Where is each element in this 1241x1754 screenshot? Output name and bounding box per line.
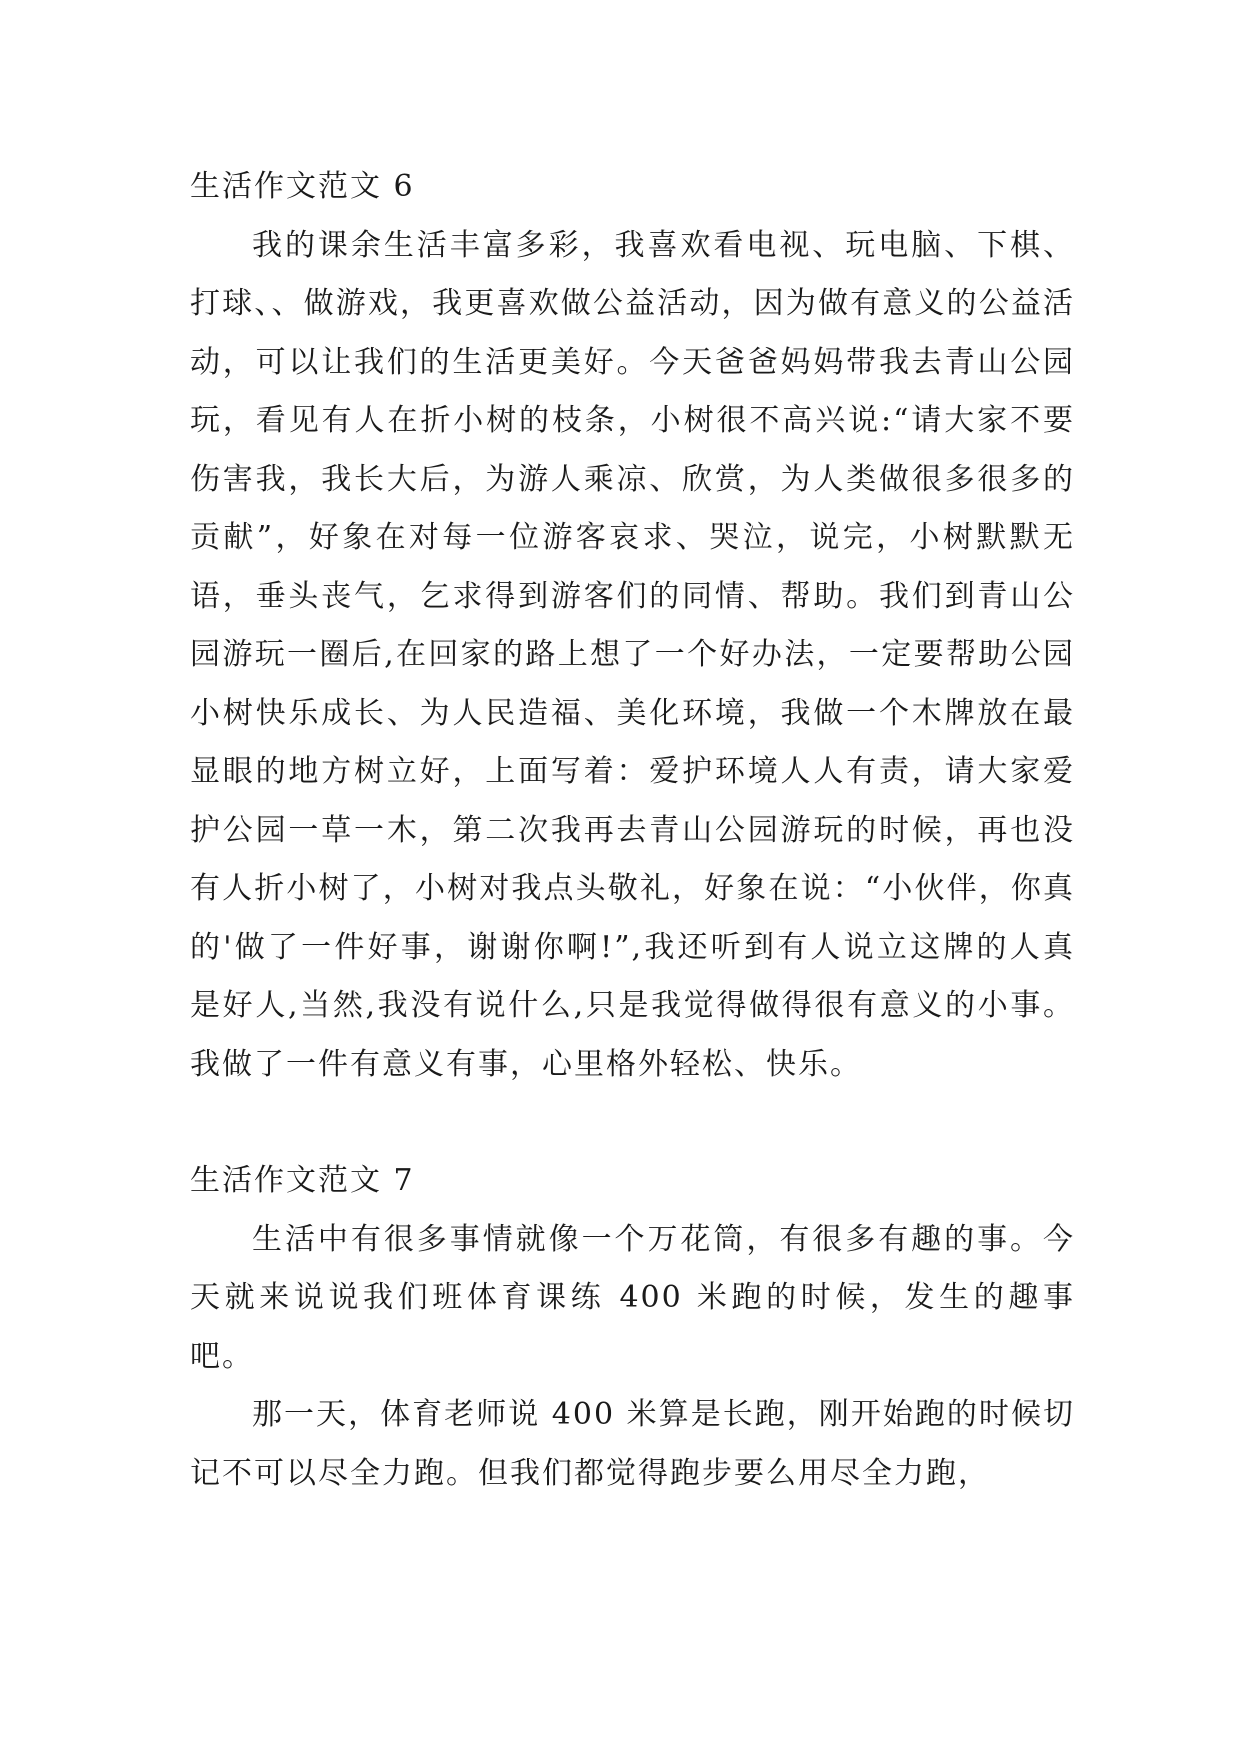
document-body xyxy=(190,158,1075,1503)
text-line: 一定要帮助公园小树快乐成长、为人民造福、美化环境，我 xyxy=(190,637,1075,731)
text-line: 好象在说：“小伙伴，你真的'做了一件好事，谢谢你啊!”, xyxy=(190,871,1075,965)
text-line: 心里格外轻松、快乐。 xyxy=(542,1046,862,1082)
text-line: 我们到青山公园游玩一圈后,在回家的路上想了一个好办法， xyxy=(190,578,1076,672)
section-heading-6: 生活作文范文 6 xyxy=(190,169,415,204)
text-line: 我的课余生活丰富多彩，我喜欢看电视、玩电脑、下棋、 xyxy=(252,227,1075,263)
text-line: 园游玩的时候，再也没有人折小树了，小树对我点头敬礼， xyxy=(190,812,1076,906)
essay-paragraph-7a xyxy=(190,1211,1075,1387)
essay-paragraph-6 xyxy=(190,217,1075,1095)
text-line: 切记不可以尽全力跑。但我们都觉得跑步要么用尽全力跑， xyxy=(190,1397,1075,1491)
text-line: 生活中有很多事情就像一个万花筒，有很多有趣的事。 xyxy=(252,1221,1043,1257)
text-line: 山公园玩，看见有人在折小树的枝条，小树很不高兴说:“请 xyxy=(190,344,1076,438)
text-line: 人人有责，请大家爱护公园一草一木，第二次我再去青山公 xyxy=(190,754,1076,848)
text-line: 那一天，体育老师说 400 米算是长跑，刚开始跑的时候 xyxy=(252,1397,1043,1432)
text-line: 小树默默无语，垂头丧气，乞求得到游客们的同情、帮助。 xyxy=(190,520,1076,614)
text-line: 大家不要伤害我，我长大后，为游人乘凉、欣赏，为人类做 xyxy=(190,403,1075,497)
text-line: 打球、、做游戏，我更喜欢做公益活动，因为做有意义的公 xyxy=(190,286,1011,321)
essay-paragraph-7b xyxy=(190,1386,1075,1503)
text-line: 只是我觉得做得很有意义的小事。我做了一件有意义有事， xyxy=(190,988,1076,1082)
section-spacer xyxy=(190,1094,1075,1152)
text-line: 益活动，可以让我们的生活更美好。今天爸爸妈妈带我去青 xyxy=(190,286,1076,380)
text-line: 我还听到有人说立这牌的人真是好人,当然,我没有说什么, xyxy=(190,929,1075,1023)
text-line: 吧。 xyxy=(190,1338,254,1374)
text-line: 做一个木牌放在最显眼的地方树立好，上面写着：爱护环境 xyxy=(190,695,1076,789)
section-heading-7: 生活作文范文 7 xyxy=(190,1163,415,1198)
text-line: 今天就来说说我们班体育课练 400 米跑的时候，发生的趣事 xyxy=(190,1221,1075,1315)
text-line: 很多很多的贡献”，好象在对每一位游客哀求、哭泣，说完， xyxy=(190,461,1076,555)
